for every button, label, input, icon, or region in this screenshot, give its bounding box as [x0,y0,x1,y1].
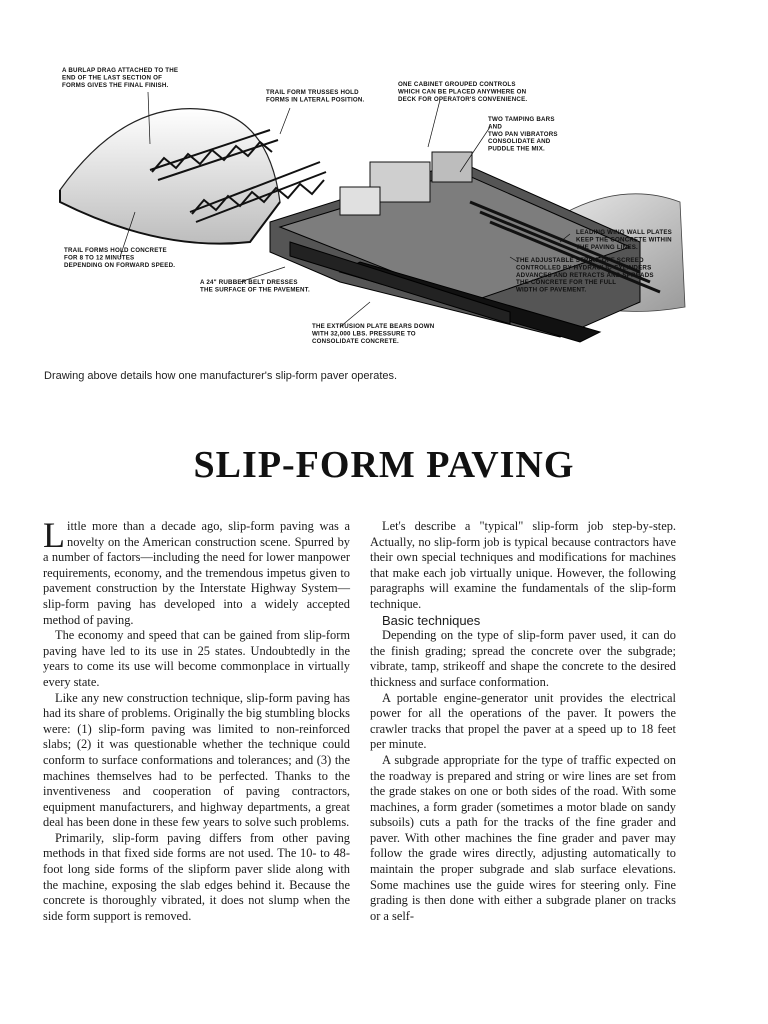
right-column [370,519,676,924]
paragraph: A subgrade appropriate for the type of traffic expected on the roadway is prepared and string or wire lines are set from the grade stakes on one or both sides of the road. With some machines, a form grader (sometimes a motor blade on sandy subsoils) cuts a path for the tracks of the fine grader and paver. With other machines the fine grader and paver may follow the grade wires directly, adjusting automatically to maintain the proper subgrade and slab surface elevations. Some machines use the guide wires for steering only. Fine grading is then done with either a subgrade planer on tracks or a self- [370,752,676,923]
callout-trail-trusses: TRAIL FORM TRUSSES HOLD FORMS IN LATERAL POSITION. [266,89,365,104]
page-title: SLIP-FORM PAVING [193,444,575,487]
paragraph: Depending on the type of slip-form paver used, it can do the finish grading; spread the concrete over the subgrade; vibrate, tamp, strikeoff and shape the concrete to the desired thickness and surface conformation. [370,628,676,689]
paver-illustration [40,52,690,358]
callout-strikeoff-screed: THE ADJUSTABLE STRIKE-OFF SCREED CONTROLLED BY HYDRAULIC CYLINDERS ADVANCES AND RETRACTS AND SPREADS THE CONCRETE FOR THE FULL WIDTH OF PAVEMENT. [516,257,654,294]
paragraph: Primarily, slip-form paving differs from other paving methods in that fixed side forms are not used. The 10- to 48-foot long side forms of the slipform paver slide along with the machine, exposing the slab edges behind it. Because the concrete is thoroughly vibrated, it does not slump when the side form support is removed. [43,830,350,923]
callout-rubber-belt: A 24" RUBBER BELT DRESSES THE SURFACE OF THE PAVEMENT. [200,279,310,294]
callout-wing-wall: LEADING WING WALL PLATES KEEP THE CONCRETE WITHIN THE PAVING LINES. [576,229,673,251]
callout-trail-forms: TRAIL FORMS HOLD CONCRETE FOR 8 TO 12 MINUTES DEPENDING ON FORWARD SPEED. [64,247,176,269]
callout-cabinet-controls: ONE CABINET GROUPED CONTROLS WHICH CAN BE PLACED ANYWHERE ON DECK FOR OPERATOR'S CONVENIENCE. [398,81,528,103]
paragraph: Like any new construction technique, slip-form paving has had its share of problems. Originally the big stumbling blocks were: (1) slip-form paving was limited to non-reinforced slabs; (2) it was questionable whether the technique could conform to surface conformations and tolerances; and (3) the machines themselves had to be perfected. Thanks to the inventiveness and cooperation of paving contractors, equipment manufacturers, and highway departments, a great deal has been done in these few years to solve such problems. [43,690,350,830]
callout-burlap-drag: A BURLAP DRAG ATTACHED TO THE END OF THE LAST SECTION OF FORMS GIVES THE FINAL FINISH. [62,67,179,89]
left-column [43,515,350,924]
paragraph: Let's describe a "typical" slip-form job step-by-step. Actually, no slip-form job is typical because contractors have their own special techniques and modifications for machines that make each job virtually unique. However, the following paragraphs will examine the fundamentals of the slip-form technique. [370,519,676,611]
callout-tamping-bars: TWO TAMPING BARS AND TWO PAN VIBRATORS CONSOLIDATE AND PUDDLE THE MIX. [488,116,558,153]
section-heading: Basic techniques [382,612,481,628]
intro-paragraph: Little more than a decade ago, slip-form paving was a novelty on the American construction scene. Spurred by a number of factors—including the need for lower manpower requirements, economy, and the tremendous impetus given to pavement construction by the Interstate Highway System—slip-form paving has developed into a widely accepted method of paving. [43,515,350,627]
paragraph: A portable engine-generator unit provides the electrical power for all the operations of the paver. It powers the crawler tracks that propel the paver at a speed up to 18 feet per minute. [370,690,676,752]
paragraph: The economy and speed that can be gained from slip-form paving have led to its use in 25 states. Undoubtedly in the years to come its use will become commonplace in virtually every state. [43,628,350,689]
callout-extrusion-plate: THE EXTRUSION PLATE BEARS DOWN WITH 32,000 lbs. PRESSURE TO CONSOLIDATE CONCRETE. [312,323,435,345]
drop-cap: L [43,515,65,555]
figure-caption: Drawing above details how one manufacturer's slip-form paver operates. [44,370,398,382]
